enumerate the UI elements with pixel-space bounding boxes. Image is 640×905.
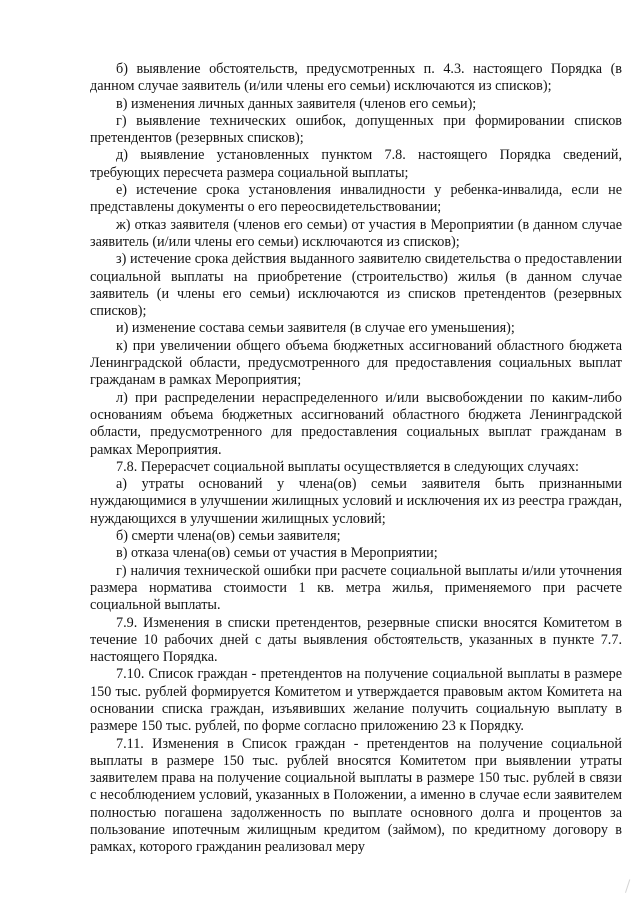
paragraph-7-8: 7.8. Перерасчет социальной выплаты осуществляется в следующих случаях: bbox=[116, 458, 579, 475]
paragraph-7-9: 7.9. Изменения в списки претендентов, резервные списки вносятся Комитетом в течение 10 рабочих дней с даты выявления обстоятельств, указанных в пункте 7.7. настоящего Порядка. bbox=[90, 614, 622, 666]
paragraph-7-7-k: к) при увеличении общего объема бюджетных ассигнований областного бюджета Ленинградской области, предусмотренного для предоставления социальных выплат гражданам в рамках Мероприятия; bbox=[90, 337, 622, 389]
paragraph-7-8-v: в) отказа члена(ов) семьи от участия в Мероприятии; bbox=[116, 545, 438, 562]
paragraph-7-10: 7.10. Список граждан - претендентов на получение социальной выплаты в размере 150 тыс. рублей формируется Комитетом и утверждается правовым актом Комитета на основании списка граждан, изъявивших желание получить социальную выплату в размере 150 тыс. рублей, по форме согласно приложению 23 к Порядку. bbox=[90, 666, 622, 735]
paragraph-7-8-g: г) наличия технической ошибки при расчете социальной выплаты и/или уточнения размера норматива стоимости 1 кв. метра жилья, применяемого при расчете социальной выплаты. bbox=[90, 562, 622, 614]
paragraph-7-8-b: б) смерти члена(ов) семьи заявителя; bbox=[116, 528, 341, 545]
paragraph-7-11: 7.11. Изменения в Список граждан - претендентов на получение социальной выплаты в размере 150 тыс. рублей вносятся Комитетом при выявлении утраты заявителем права на получение социальной выплаты в размере 150 тыс. рублей в связи с несоблюдением условий, указанных в Положении, а именно в случае если заявителем полностью погашена задолженность по выплате основного долга и процентов за пользование ипотечным жилищным кредитом (займом), по кредитному договору в рамках, которого гражданин реализовал меру bbox=[90, 735, 622, 856]
paragraph-7-7-g: г) выявление технических ошибок, допущенных при формировании списков претендентов (резервных списков); bbox=[90, 112, 622, 147]
paragraph-7-7-zh: ж) отказ заявителя (членов его семьи) от участия в Мероприятии (в данном случае заявитель (и/или члены его семьи) исключаются из списков); bbox=[90, 216, 622, 250]
paragraph-7-7-d: д) выявление установленных пунктом 7.8. настоящего Порядка сведений, требующих пересчета размера социальной выплаты; bbox=[90, 147, 622, 181]
paragraph-7-7-e: е) истечение срока установления инвалидности у ребенка-инвалида, если не представлены документы о его переосвидетельствовании; bbox=[90, 182, 622, 216]
paragraph-7-7-b: б) выявление обстоятельств, предусмотренных п. 4.3. настоящего Порядка (в данном случае заявитель (и/или члены его семьи) исключаются из списков); bbox=[90, 61, 622, 95]
paragraph-7-7-v: в) изменения личных данных заявителя (членов его семьи); bbox=[116, 95, 477, 112]
paragraph-7-7-z: з) истечение срока действия выданного заявителю свидетельства о предоставлении социальной выплаты на приобретение (строительство) жилья (в данном случае заявитель (и члены его семьи) исключаются из списков претендентов (резервных списков); bbox=[90, 251, 622, 320]
paragraph-7-7-l: л) при распределении нераспределенного и/или высвобождении по каким-либо основаниям объема бюджетных ассигнований областного бюджета Ленинградской области, предусмотренного для предоставления социальных выплат гражданам в рамках Мероприятия. bbox=[90, 389, 622, 458]
paragraph-7-7-i: и) изменение состава семьи заявителя (в случае его уменьшения); bbox=[116, 320, 515, 337]
scan-mark bbox=[625, 879, 636, 894]
paragraph-7-8-a: а) утраты оснований у члена(ов) семьи заявителя быть признанными нуждающимися в улучшении жилищных условий и исключения их из реестра граждан, нуждающихся в улучшении жилищных условий; bbox=[90, 476, 622, 527]
document-body bbox=[90, 61, 622, 857]
